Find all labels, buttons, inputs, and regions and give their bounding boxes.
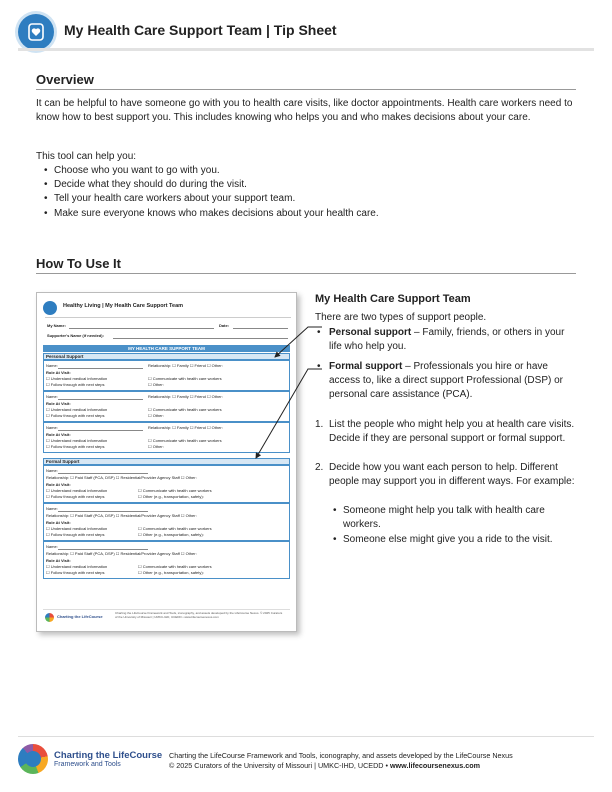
personal-support-item [315,326,577,354]
role-label: Role At Visit: [46,482,71,487]
list-item: • Make sure everyone knows who makes decisions about your health care. [44,207,574,221]
formal-support-desc: – Professionals you hire or have access to, like a direct support Professional (DSP) or personal care assistance (PCA). [329,361,563,401]
relationship-label: Relationship: ☐ Family ☐ Friend ☐ Other: [148,363,223,368]
team-band: MY HEALTH CARE SUPPORT TEAM [43,345,290,352]
option-label: ☐ Communicate with health care workers [138,564,212,569]
personal-support-term: Personal support [329,327,412,338]
list-item: • Decide what they should do during the visit. [44,178,574,192]
page-title: My Health Care Support Team | Tip Sheet [64,22,337,38]
step-item [315,461,577,489]
option-label: ☐ Other (e.g., transportation, safety): [138,494,204,499]
thumbnail-brand: Charting the LifeCourse [57,614,103,619]
step-text: Decide how you want each person to help. Different people may support you in different ways. For example: [329,462,575,488]
my-name-label: My Name: [47,323,66,328]
thumbnail-credit: Charting the LifeCourse Framework and Tools, iconography, and assets developed by the LifeCourse Nexus. © 2025 Curators of the University of Missouri | UMKC-IHD, UCEDD • www.lifecoursenexus.com [115,611,283,619]
option-label: ☐ Other: [148,413,164,418]
overview-heading: Overview [36,72,94,87]
name-label: Name: [46,544,58,549]
option-label: ☐ Understand medical information [46,564,108,569]
option-label: ☐ Other: [148,382,164,387]
option-label: ☐ Follow through with next steps [46,494,105,499]
supporter-name-label: Supporter's Name (if needed): [47,333,104,338]
example-item [331,533,577,547]
date-label: Date: [219,323,230,328]
thumbnail-title: Healthy Living | My Health Care Support Team [63,303,184,309]
formal-support-term: Formal support [329,361,403,372]
option-label: ☐ Understand medical information [46,526,108,531]
role-label: Role At Visit: [46,520,71,525]
how-to-heading: How To Use It [36,256,121,271]
formal-support-label: Formal Support [43,458,290,465]
role-label: Role At Visit: [46,401,71,406]
bullet-dot: • [333,505,337,516]
example-text: Someone might help you talk with health care workers. [343,505,545,531]
option-label: ☐ Follow through with next steps [46,382,105,387]
option-label: ☐ Other (e.g., transportation, safety): [138,532,204,537]
option-label: ☐ Follow through with next steps [46,413,105,418]
panel-title: My Health Care Support Team [315,293,471,305]
relationship-label: Relationship: ☐ Paid Staff (PCA, DSP) ☐ Residential/Provider Agency Staff ☐ Other: [46,513,197,518]
overview-intro: This tool can help you: [36,151,137,162]
option-label: ☐ Communicate with health care workers [138,526,212,531]
name-label: Name: [46,425,58,430]
option-label: ☐ Understand medical information [46,376,108,381]
name-label: Name: [46,394,58,399]
panel-intro: There are two types of support people. [315,312,487,323]
option-label: ☐ Communicate with health care workers [148,407,222,412]
role-label: Role At Visit: [46,558,71,563]
lifecourse-logo-icon [18,744,48,774]
option-label: ☐ Understand medical information [46,488,108,493]
bullet-dot: • [317,327,321,338]
footer-divider [18,736,594,737]
step-number: 2. [315,462,324,473]
footer-copyright [169,761,480,770]
bullet-dot: • [333,534,337,545]
step-item [315,418,577,446]
relationship-label: Relationship: ☐ Paid Staff (PCA, DSP) ☐ Residential/Provider Agency Staff ☐ Other: [46,551,197,556]
option-label: ☐ Communicate with health care workers [138,488,212,493]
role-label: Role At Visit: [46,370,71,375]
option-label: ☐ Understand medical information [46,407,108,412]
page-footer [0,736,612,792]
option-label: ☐ Follow through with next steps [46,532,105,537]
example-item [331,504,577,532]
option-label: ☐ Communicate with health care workers [148,376,222,381]
formal-support-item [315,360,577,403]
footer-credit: Charting the LifeCourse Framework and Tools, iconography, and assets developed by the LifeCourse Nexus [169,751,513,760]
footer-url[interactable]: www.lifecoursenexus.com [389,761,480,770]
step-text: List the people who might help you at health care visits. Decide if they are personal support or formal support. [329,419,575,445]
name-label: Name: [46,363,58,368]
footer-brand-sub: Framework and Tools [54,761,121,768]
relationship-label: Relationship: ☐ Family ☐ Friend ☐ Other: [148,394,223,399]
list-item: • Choose who you want to go with you. [44,164,574,178]
list-item: • Tell your health care workers about your support team. [44,192,574,206]
overview-paragraph: It can be helpful to have someone go with you to health care visits, like doctor appointments. Health care workers need to know how to best support you. This includes knowing who helps you and who makes decisions about your care. [36,98,573,124]
role-label: Role At Visit: [46,432,71,437]
personal-support-label: Personal Support [43,353,290,360]
option-label: ☐ Communicate with health care workers [148,438,222,443]
step-number: 1. [315,419,324,430]
personal-support-desc: – Family, friends, or others in your life who help you. [329,327,565,353]
name-label: Name: [46,506,58,511]
bullet-dot: • [317,361,321,372]
option-label: ☐ Other: [148,444,164,449]
footer-copyright-text: © 2025 Curators of the University of Missouri | UMKC-IHD, UCEDD • [169,761,390,770]
relationship-label: Relationship: ☐ Family ☐ Friend ☐ Other: [148,425,223,430]
relationship-label: Relationship: ☐ Paid Staff (PCA, DSP) ☐ Residential/Provider Agency Staff ☐ Other: [46,475,197,480]
option-label: ☐ Other (e.g., transportation, safety): [138,570,204,575]
example-text: Someone else might give you a ride to the visit. [343,534,553,545]
option-label: ☐ Follow through with next steps [46,570,105,575]
option-label: ☐ Understand medical information [46,438,108,443]
option-label: ☐ Follow through with next steps [46,444,105,449]
name-label: Name: [46,468,58,473]
footer-brand: Charting the LifeCourse [54,750,163,761]
formal-arrow [256,369,322,458]
